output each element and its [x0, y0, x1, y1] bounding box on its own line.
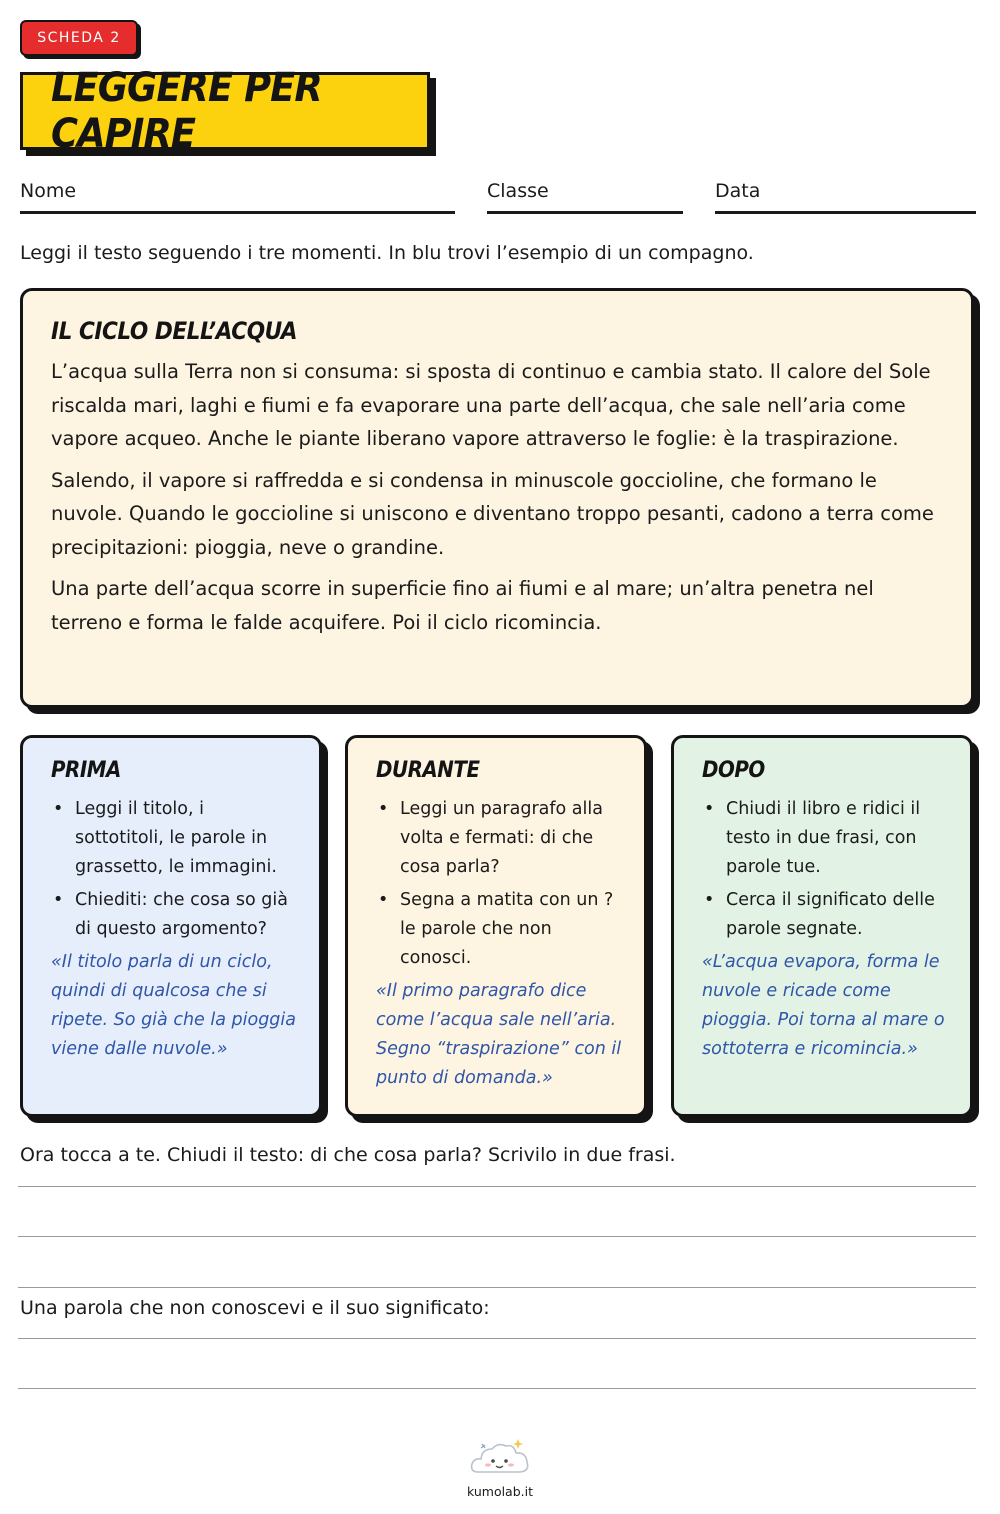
answer-line[interactable] — [18, 1287, 976, 1288]
card-list — [376, 795, 622, 973]
date-field[interactable] — [715, 176, 976, 214]
footer-logo — [462, 1436, 538, 1499]
instructions: Leggi il testo seguendo i tre momenti. In blu trovi l’esempio di un compagno. — [20, 242, 754, 264]
reading-paragraph: Salendo, il vapore si raffredda e si condensa in minuscole goccioline, che formano le nuvole. Quando le goccioline si uniscono e diventano troppo pesanti, cadono a terra come precipitazioni: pioggia, neve o grandine. — [51, 468, 934, 559]
card-title: DOPO — [702, 758, 765, 783]
reading-paragraph: Una parte dell’acqua scorre in superficie fino ai fiumi e al mare; un’altra penetra nel terreno e forma le falde acquifere. Poi il ciclo ricomincia. — [51, 577, 874, 634]
list-item: • Leggi un paragrafo alla volta e fermati: di che cosa parla? — [376, 795, 622, 882]
reading-title: IL CICLO DELL’ACQUA — [51, 317, 297, 345]
cloud-mascot-icon — [468, 1436, 532, 1480]
reading-text-box — [20, 288, 974, 708]
reading-paragraph: L’acqua sulla Terra non si consuma: si sposta di continuo e cambia stato. Il calore del Sole riscalda mari, laghi e fiumi e fa evaporare una parte dell’acqua, che sale nell’aria come vapore acqueo. Anche le piante liberano vapore attraverso le foglie: è la traspirazione. — [51, 360, 931, 450]
brand-name: kumolab.it — [466, 1484, 533, 1499]
page-title: LEGGERE PER CAPIRE — [51, 65, 322, 157]
name-label: Nome — [20, 180, 77, 202]
page-title-box — [20, 65, 430, 157]
card-dopo — [671, 735, 973, 1117]
list-item: • Leggi il titolo, i sottotitoli, le parole in grassetto, le immagini. — [51, 795, 297, 882]
list-item: • Chiediti: che cosa so già di questo argomento? — [51, 886, 297, 944]
card-title: DURANTE — [376, 758, 480, 783]
card-durante — [345, 735, 647, 1117]
card-title: PRIMA — [51, 758, 121, 783]
question-word: Una parola che non conoscevi e il suo significato: — [20, 1297, 490, 1319]
answer-line[interactable] — [18, 1338, 976, 1339]
answer-line[interactable] — [18, 1236, 976, 1237]
answer-line[interactable] — [18, 1186, 976, 1187]
class-field[interactable] — [487, 176, 683, 214]
card-example: «Il primo paragrafo dice come l’acqua sale nell’aria. Segno “traspirazione” con il punto di domanda.» — [376, 981, 622, 1088]
list-item: • Segna a matita con un ? le parole che non conosci. — [376, 886, 622, 973]
list-item: • Cerca il significato delle parole segnate. — [702, 886, 948, 944]
date-label: Data — [715, 180, 761, 202]
card-list — [51, 795, 297, 944]
card-list — [702, 795, 948, 944]
worksheet-badge: SCHEDA 2 — [20, 20, 138, 56]
card-prima — [20, 735, 322, 1117]
list-item: • Chiudi il libro e ridici il testo in due frasi, con parole tue. — [702, 795, 948, 882]
question-summary: Ora tocca a te. Chiudi il testo: di che cosa parla? Scrivilo in due frasi. — [20, 1144, 676, 1166]
name-field[interactable] — [20, 176, 455, 214]
class-label: Classe — [487, 180, 549, 202]
card-example: «Il titolo parla di un ciclo, quindi di qualcosa che si ripete. So già che la pioggia viene dalle nuvole.» — [51, 952, 296, 1059]
card-example: «L’acqua evapora, forma le nuvole e ricade come pioggia. Poi torna al mare o sottoterra e ricomincia.» — [702, 952, 945, 1059]
answer-line[interactable] — [18, 1388, 976, 1389]
